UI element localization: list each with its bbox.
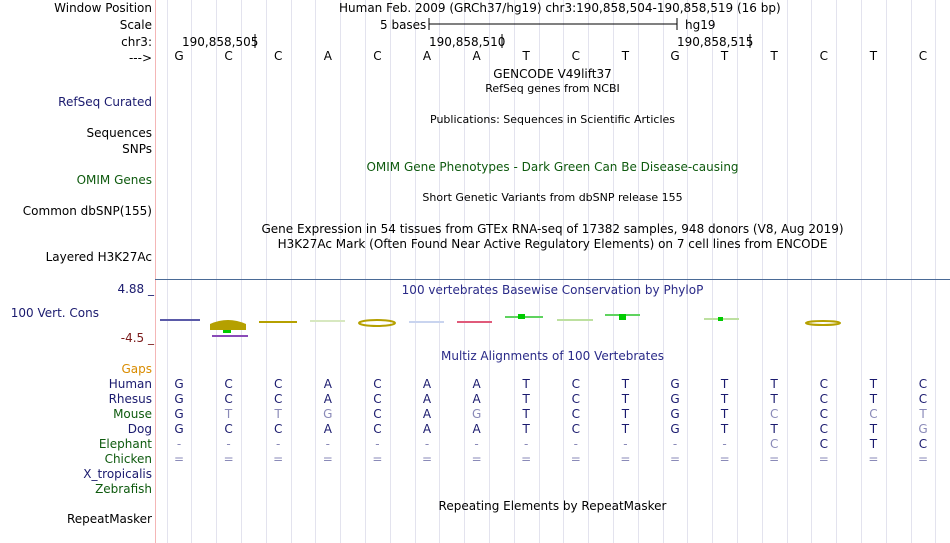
- aligned-base: C: [769, 407, 779, 421]
- scale-assembly: hg19: [685, 18, 716, 32]
- omim-track-title: OMIM Gene Phenotypes - Dark Green Can Be Disease-causing: [366, 160, 739, 174]
- aligned-base: G: [670, 422, 680, 436]
- species-label-mouse[interactable]: Mouse: [113, 407, 152, 421]
- reference-base: T: [869, 49, 878, 63]
- aligned-base: T: [869, 437, 878, 451]
- aligned-base: T: [522, 407, 530, 421]
- dbsnp-track-label[interactable]: Common dbSNP(155): [22, 204, 152, 218]
- cons-track-label[interactable]: 100 Vert. Cons: [10, 306, 99, 320]
- reference-base: G: [174, 49, 184, 63]
- aligned-base: =: [273, 452, 284, 466]
- aligned-base: T: [720, 407, 729, 421]
- sequences-track-label[interactable]: Sequences: [86, 126, 152, 140]
- aligned-base: C: [819, 437, 828, 451]
- aligned-base: A: [323, 422, 332, 436]
- aligned-base: =: [769, 452, 780, 466]
- aligned-base: C: [918, 392, 928, 406]
- aligned-base: C: [273, 422, 283, 436]
- aligned-base: G: [174, 407, 184, 421]
- aligned-base: =: [521, 452, 532, 466]
- aligned-base: G: [670, 377, 680, 391]
- aligned-base: T: [224, 407, 233, 421]
- aligned-base: T: [770, 422, 778, 436]
- aligned-base: =: [719, 452, 730, 466]
- position-tick-1: 190,858,505: [182, 35, 259, 49]
- aligned-base: T: [621, 392, 630, 406]
- cons-mark-t3-dot: [718, 317, 723, 321]
- aligned-base: -: [672, 437, 678, 451]
- aligned-base: =: [818, 452, 829, 466]
- cons-max-label: 4.88 _: [117, 282, 154, 296]
- aligned-base: T: [621, 407, 630, 421]
- aligned-base: T: [274, 407, 282, 421]
- cons-mark-a2: [409, 321, 444, 323]
- assembly-title: Human Feb. 2009 (GRCh37/hg19) chr3:190,858,504-190,858,519 (16 bp): [339, 1, 781, 15]
- aligned-base: T: [720, 422, 729, 436]
- gaps-label[interactable]: Gaps: [121, 362, 152, 376]
- aligned-base: A: [472, 422, 481, 436]
- aligned-base: -: [276, 437, 281, 451]
- species-label-x_tropicalis[interactable]: X_tropicalis: [83, 467, 152, 481]
- species-label-chicken[interactable]: Chicken: [104, 452, 152, 466]
- chrom-label: chr3:: [121, 35, 152, 49]
- refseq-track-label[interactable]: RefSeq Curated: [58, 95, 152, 109]
- aligned-base: T: [522, 422, 530, 436]
- aligned-base: -: [573, 437, 578, 451]
- aligned-base: -: [176, 437, 182, 451]
- aligned-base: A: [422, 422, 432, 436]
- aligned-base: -: [474, 437, 479, 451]
- h3k27ac-track-title: H3K27Ac Mark (Often Found Near Active Regulatory Elements) on 7 cell lines from ENCODE: [277, 237, 828, 251]
- aligned-base: C: [224, 422, 233, 436]
- aligned-base: A: [422, 377, 432, 391]
- aligned-base: C: [869, 407, 878, 421]
- cons-mark-a3: [457, 321, 492, 323]
- repeatmasker-track-label[interactable]: RepeatMasker: [66, 512, 152, 526]
- cons-mark-c-low: [212, 335, 248, 337]
- aligned-base: C: [769, 437, 779, 451]
- aligned-base: A: [472, 392, 481, 406]
- aligned-base: C: [918, 377, 928, 391]
- gtex-track-title: Gene Expression in 54 tissues from GTEx RNA-seq of 17382 samples, 948 donors (V8, Aug 2019): [261, 222, 844, 236]
- aligned-base: G: [174, 392, 184, 406]
- aligned-base: T: [720, 392, 729, 406]
- cons-mark-t2-dot: [619, 314, 626, 320]
- strand-label[interactable]: --->: [128, 51, 152, 65]
- aligned-base: A: [323, 392, 332, 406]
- aligned-base: -: [375, 437, 380, 451]
- aligned-base: =: [223, 452, 234, 466]
- publications-track-title: Publications: Sequences in Scientific Articles: [430, 113, 675, 126]
- cons-mark-c: [210, 320, 246, 330]
- aligned-base: T: [621, 377, 630, 391]
- aligned-base: =: [322, 452, 333, 466]
- species-label-dog[interactable]: Dog: [127, 422, 152, 436]
- aligned-base: =: [917, 452, 929, 466]
- aligned-base: =: [173, 452, 185, 466]
- aligned-base: -: [524, 437, 529, 451]
- reference-base: T: [621, 49, 630, 63]
- aligned-base: T: [770, 377, 778, 391]
- gencode-track-title[interactable]: GENCODE V49lift37: [493, 67, 612, 81]
- aligned-base: A: [422, 392, 432, 406]
- aligned-base: C: [571, 377, 580, 391]
- reference-base: T: [522, 49, 530, 63]
- omim-track-label[interactable]: OMIM Genes: [76, 173, 152, 187]
- snps-track-label[interactable]: SNPs: [122, 142, 152, 156]
- aligned-base: T: [522, 377, 530, 391]
- aligned-base: C: [373, 422, 382, 436]
- aligned-base: T: [522, 392, 530, 406]
- aligned-base: C: [373, 377, 382, 391]
- aligned-base: -: [623, 437, 628, 451]
- aligned-base: C: [819, 392, 828, 406]
- multiz-track-title: Multiz Alignments of 100 Vertebrates: [440, 349, 665, 363]
- species-label-elephant[interactable]: Elephant: [98, 437, 152, 451]
- cons-min-label: -4.5 _: [120, 331, 154, 345]
- reference-base: A: [323, 49, 332, 63]
- aligned-base: G: [670, 392, 680, 406]
- aligned-base: G: [174, 422, 184, 436]
- reference-base: C: [819, 49, 828, 63]
- aligned-base: C: [224, 392, 233, 406]
- conservation-track-title: 100 vertebrates Basewise Conservation by PhyloP: [401, 283, 704, 297]
- reference-base: A: [472, 49, 481, 63]
- aligned-base: G: [471, 407, 482, 421]
- aligned-base: G: [174, 377, 184, 391]
- aligned-base: A: [323, 377, 332, 391]
- aligned-base: G: [918, 422, 928, 436]
- aligned-base: =: [570, 452, 581, 466]
- aligned-base: C: [373, 407, 382, 421]
- species-label-rhesus[interactable]: Rhesus: [108, 392, 152, 406]
- h3k27ac-track-label[interactable]: Layered H3K27Ac: [45, 250, 152, 264]
- refseq-track-subtitle: RefSeq genes from NCBI: [485, 82, 620, 95]
- repeatmasker-track-title: Repeating Elements by RepeatMasker: [438, 499, 667, 513]
- scale-label: Scale: [119, 18, 152, 32]
- aligned-base: -: [424, 437, 430, 451]
- aligned-base: A: [422, 407, 432, 421]
- aligned-base: C: [571, 407, 580, 421]
- aligned-base: C: [373, 392, 382, 406]
- window-position-label: Window Position: [54, 1, 152, 15]
- aligned-base: C: [918, 437, 928, 451]
- aligned-base: =: [372, 452, 383, 466]
- aligned-base: T: [621, 422, 630, 436]
- aligned-base: -: [226, 437, 231, 451]
- reference-base: T: [720, 49, 729, 63]
- aligned-base: T: [869, 377, 878, 391]
- cons-mark-c5: [806, 321, 840, 325]
- cons-mark-c2: [259, 321, 297, 323]
- cons-mark-t-dot: [518, 314, 525, 319]
- cons-mark-c-green: [223, 330, 231, 333]
- aligned-base: C: [819, 407, 828, 421]
- aligned-base: T: [720, 377, 729, 391]
- reference-base: C: [373, 49, 382, 63]
- reference-base: C: [918, 49, 928, 63]
- reference-base: T: [770, 49, 778, 63]
- aligned-base: C: [571, 392, 580, 406]
- aligned-base: =: [620, 452, 631, 466]
- reference-base: G: [670, 49, 680, 63]
- aligned-base: =: [669, 452, 681, 466]
- position-tick-2: 190,858,510: [429, 35, 506, 49]
- cons-mark-g: [160, 319, 200, 321]
- species-label-human[interactable]: Human: [108, 377, 152, 391]
- aligned-base: T: [869, 392, 878, 406]
- cons-mark-a: [310, 320, 345, 322]
- species-label-zebrafish[interactable]: Zebrafish: [95, 482, 152, 496]
- aligned-base: G: [323, 407, 333, 421]
- position-tick-3: 190,858,515: [677, 35, 754, 49]
- reference-base: C: [273, 49, 283, 63]
- aligned-base: =: [868, 452, 879, 466]
- cons-mark-c4: [557, 319, 593, 321]
- reference-base: C: [224, 49, 233, 63]
- aligned-base: -: [325, 437, 330, 451]
- cons-mark-c3: [359, 320, 395, 326]
- aligned-base: C: [819, 422, 828, 436]
- aligned-base: C: [819, 377, 828, 391]
- aligned-base: =: [471, 452, 482, 466]
- scale-text: 5 bases: [380, 18, 427, 32]
- reference-base: C: [571, 49, 580, 63]
- aligned-base: C: [224, 377, 233, 391]
- aligned-base: T: [770, 392, 778, 406]
- aligned-base: G: [670, 407, 680, 421]
- dbsnp-track-title: Short Genetic Variants from dbSNP release 155: [422, 191, 683, 204]
- aligned-base: A: [472, 377, 481, 391]
- aligned-base: C: [273, 377, 283, 391]
- aligned-base: T: [919, 407, 927, 421]
- aligned-base: T: [869, 422, 878, 436]
- aligned-base: =: [421, 452, 433, 466]
- reference-base: A: [422, 49, 432, 63]
- aligned-base: -: [722, 437, 727, 451]
- aligned-base: C: [571, 422, 580, 436]
- aligned-base: C: [273, 392, 283, 406]
